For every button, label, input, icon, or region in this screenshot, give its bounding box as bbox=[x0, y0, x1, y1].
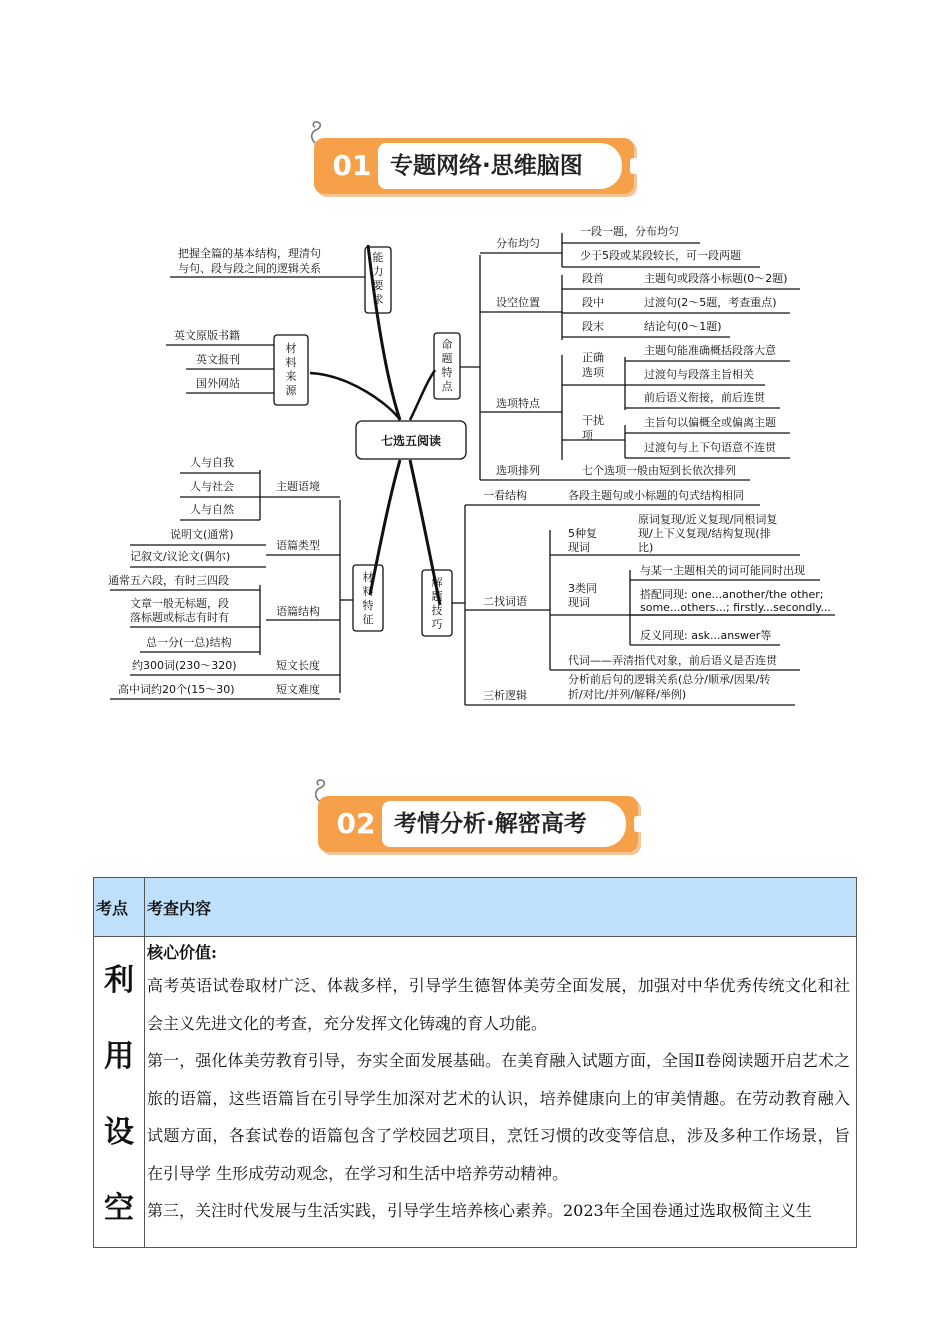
section-title: 考情分析·解密高考 bbox=[382, 801, 626, 847]
skills-label-char: 巧 bbox=[431, 618, 443, 631]
difficulty-label: 短文难度 bbox=[276, 683, 320, 696]
genre-item: 说明文(通常) bbox=[170, 528, 234, 541]
distract-label: 项 bbox=[582, 429, 593, 442]
table-header-row bbox=[94, 878, 857, 937]
source-label-char: 来 bbox=[285, 370, 297, 383]
table-row bbox=[94, 937, 857, 1248]
features-label-char: 材 bbox=[362, 571, 374, 584]
find-label: 二找词语 bbox=[483, 595, 527, 608]
topic-cell bbox=[94, 937, 145, 1248]
section-number: 01 bbox=[332, 149, 372, 182]
three-item: 与某一主题相关的词可能同时出现 bbox=[640, 564, 805, 577]
topic-char: 空 bbox=[104, 1191, 134, 1226]
position-value: 过渡句(2～5题，考查重点) bbox=[644, 296, 777, 309]
banner-notch bbox=[634, 816, 646, 832]
pronoun-text: 代词——弄清指代对象，前后语义是否连贯 bbox=[568, 654, 777, 667]
header-cell bbox=[145, 878, 857, 937]
difficulty-value: 高中词约20个(15～30) bbox=[118, 683, 235, 696]
skills-label-char: 题 bbox=[431, 590, 443, 603]
theme-item: 人与社会 bbox=[190, 480, 234, 493]
correct-label: 选项 bbox=[582, 366, 604, 379]
source-label-char: 料 bbox=[285, 356, 297, 369]
skills-label-char: 技 bbox=[431, 604, 443, 617]
proposition-label-char: 点 bbox=[441, 380, 453, 393]
source-item: 国外网站 bbox=[196, 377, 240, 390]
source-label-char: 源 bbox=[285, 384, 297, 397]
position-key: 段末 bbox=[582, 320, 604, 333]
position-value: 结论句(0～1题) bbox=[644, 320, 722, 333]
ability-text: 与句、段与段之间的逻辑关系 bbox=[178, 262, 321, 275]
section-title: 专题网络·思维脑图 bbox=[378, 143, 622, 189]
look-value: 各段主题句或小标题的句式结构相同 bbox=[568, 489, 744, 502]
features-label-char: 征 bbox=[362, 613, 374, 626]
content-cell bbox=[145, 937, 857, 1248]
options-label: 选项特点 bbox=[496, 397, 540, 410]
three-label: 3类同 bbox=[568, 582, 597, 595]
ability-label-char: 能 bbox=[372, 251, 384, 264]
content-paragraph: 高考英语试卷取材广泛、体裁多样，引导学生德智体美劳全面发展，加强对中华优秀传统文化和社会主义先进文化的考查，充分发挥文化铸魂的育人功能。 bbox=[147, 976, 850, 1033]
theme-item: 人与自我 bbox=[190, 456, 234, 469]
structure-label: 语篇结构 bbox=[276, 605, 320, 618]
five-label: 现词 bbox=[568, 541, 590, 554]
content-paragraph: 第三，关注时代发展与生活实践，引导学生培养核心素养。2023年全国卷通过选取极简主义生 bbox=[147, 1201, 812, 1220]
five-label: 5种复 bbox=[568, 527, 597, 540]
proposition-label-char: 命 bbox=[441, 338, 453, 351]
theme-item: 人与自然 bbox=[190, 503, 234, 516]
logic-text: 分析前后句的逻辑关系(总分/顺承/因果/转 bbox=[568, 673, 771, 686]
position-key: 段首 bbox=[582, 272, 604, 285]
order-value: 七个选项一般由短到长依次排列 bbox=[582, 464, 736, 477]
order-label: 选项排列 bbox=[496, 464, 540, 477]
banner-notch bbox=[630, 158, 642, 174]
three-item: 反义同现: ask...answer等 bbox=[640, 629, 772, 642]
genre-label: 语篇类型 bbox=[276, 539, 320, 552]
structure-item: 文章一般无标题，段 bbox=[130, 597, 229, 610]
section-number: 02 bbox=[336, 807, 376, 840]
correct-item: 过渡句与段落主旨相关 bbox=[644, 368, 754, 381]
ability-label-char: 求 bbox=[372, 293, 384, 306]
topic-char: 设 bbox=[104, 1115, 134, 1150]
proposition-label-char: 题 bbox=[441, 352, 453, 365]
structure-item: 通常五六段，有时三四段 bbox=[108, 574, 229, 587]
source-item: 英文报刊 bbox=[196, 353, 240, 366]
source-label-char: 材 bbox=[285, 342, 297, 355]
distract-item: 过渡句与上下句语意不连贯 bbox=[644, 441, 776, 454]
logic-label: 三析逻辑 bbox=[483, 689, 527, 702]
length-value: 约300词(230～320) bbox=[132, 659, 237, 672]
logic-text: 折/对比/并列/解释/举例) bbox=[568, 688, 687, 701]
header-col2: 考查内容 bbox=[147, 898, 212, 918]
header-cell bbox=[94, 878, 145, 937]
features-label-char: 特 bbox=[362, 599, 374, 612]
skills-label-char: 解 bbox=[431, 576, 443, 589]
theme-label: 主题语境 bbox=[276, 480, 320, 493]
three-item: some...others...; firstly...secondly... bbox=[640, 601, 831, 614]
five-text: 现/上下义复现/结构复现(排 bbox=[638, 527, 771, 540]
five-text: 比) bbox=[638, 541, 654, 554]
section-banner-analysis bbox=[318, 796, 638, 852]
distract-label: 干扰 bbox=[582, 414, 604, 427]
length-label: 短文长度 bbox=[276, 659, 320, 672]
genre-item: 记叙文/议论文(偶尔) bbox=[130, 550, 231, 563]
five-text: 原词复现/近义复现/同根词复 bbox=[638, 513, 778, 526]
content-paragraph: 第一，强化体美劳教育引导，夯实全面发展基础。在美育融入试题方面，全国Ⅱ卷阅读题开启艺术之旅的语篇，这些语篇旨在引导学生加深对艺术的认识，培养健康向上的审美情趣。在劳动教育融入试题方面，各套试卷的语篇包含了学校园艺项目，烹饪习惯的改变等信息，涉及多种工作场景，旨在引导学 生形成劳动观念，在学习和生活中培养劳动精神。 bbox=[147, 1051, 850, 1183]
proposition-label-char: 特 bbox=[441, 366, 453, 379]
ability-label-char: 要 bbox=[372, 279, 384, 292]
header-col1: 考点 bbox=[96, 898, 129, 918]
structure-item: 落标题或标志有时有 bbox=[130, 611, 229, 624]
content-subtitle: 核心价值: bbox=[147, 943, 217, 962]
features-label-char: 料 bbox=[362, 585, 374, 598]
correct-item: 前后语义衔接，前后连贯 bbox=[644, 391, 765, 404]
position-value: 主题句或段落小标题(0～2题) bbox=[644, 272, 788, 285]
three-label: 现词 bbox=[568, 596, 590, 609]
section-banner-mindmap bbox=[314, 138, 634, 194]
position-key: 段中 bbox=[582, 296, 604, 309]
look-label: 一看结构 bbox=[483, 489, 527, 502]
correct-item: 主题句能准确概括段落大意 bbox=[644, 344, 776, 357]
correct-label: 正确 bbox=[582, 351, 604, 364]
position-label: 设空位置 bbox=[496, 296, 540, 309]
exam-analysis-table bbox=[93, 877, 857, 1248]
distract-item: 主旨句以偏概全或偏离主题 bbox=[644, 416, 776, 429]
mindmap-center: 七选五阅读 bbox=[380, 434, 442, 448]
mind-map bbox=[100, 215, 860, 720]
topic-char: 利 bbox=[104, 963, 134, 998]
source-item: 英文原版书籍 bbox=[174, 329, 240, 342]
ability-label-char: 力 bbox=[372, 265, 384, 278]
distribution-item: 一段一题，分布均匀 bbox=[580, 225, 679, 238]
distribution-item: 少于5段或某段较长，可一段两题 bbox=[580, 249, 741, 262]
three-item: 搭配同现: one...another/the other; bbox=[640, 588, 824, 601]
ability-text: 把握全篇的基本结构，理清句 bbox=[178, 247, 321, 260]
distribution-label: 分布均匀 bbox=[496, 237, 540, 250]
topic-char: 用 bbox=[104, 1039, 134, 1074]
structure-item: 总一分(一总)结构 bbox=[146, 636, 232, 649]
